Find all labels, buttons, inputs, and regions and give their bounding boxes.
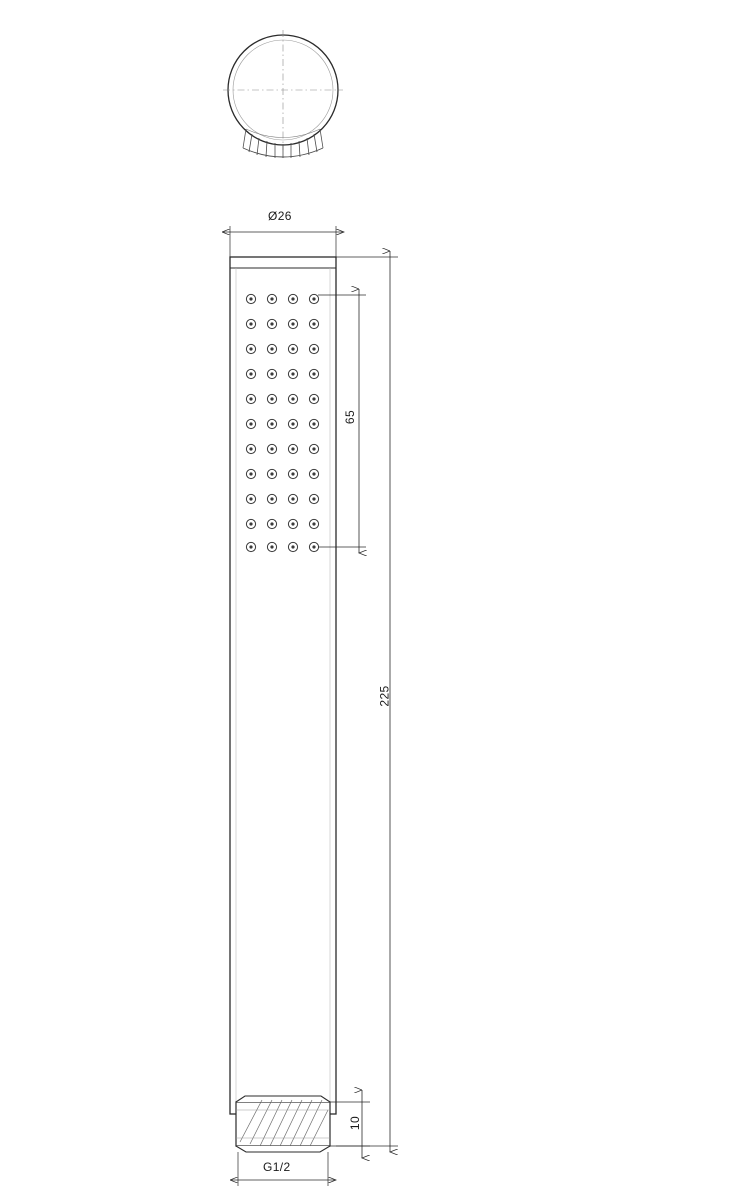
connector-base <box>236 1146 330 1152</box>
dimension-label-connector-length: 10 <box>348 1115 363 1131</box>
dimension-label-thread: G1/2 <box>263 1160 291 1174</box>
dimension-label-spray-length: 65 <box>343 409 358 425</box>
front-view <box>230 257 336 1152</box>
thread-connector <box>236 1096 330 1152</box>
top-view <box>223 30 343 158</box>
dimension-label-total-length: 225 <box>377 685 392 707</box>
shower-body <box>230 257 336 1114</box>
connector-shoulder <box>236 1096 330 1102</box>
dimension-label-diameter: Ø26 <box>268 209 292 223</box>
